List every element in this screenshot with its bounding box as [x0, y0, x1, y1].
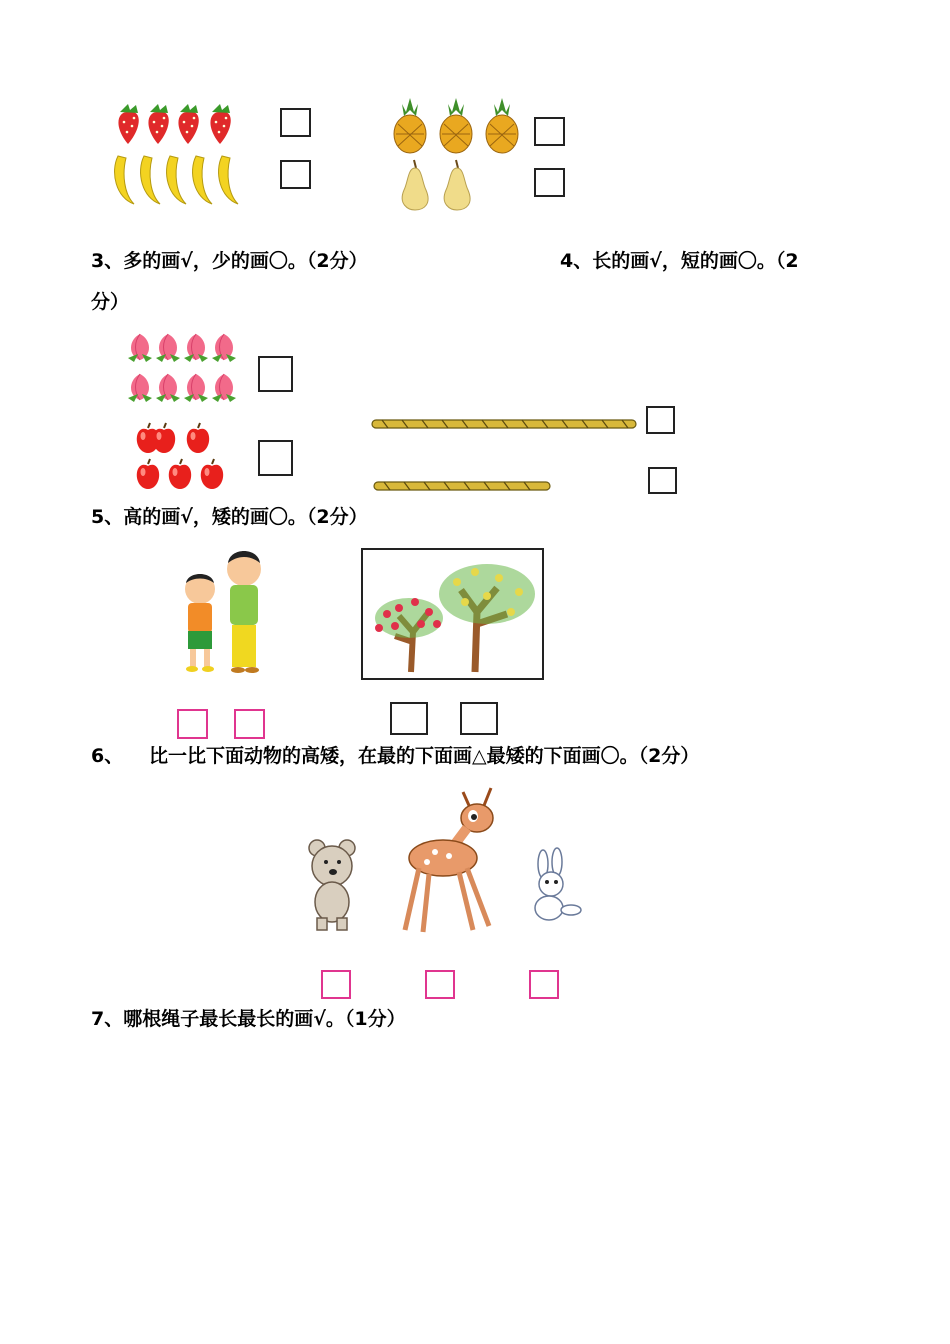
question-5-title: 5、高的画√，矮的画〇。（2分）	[91, 506, 368, 528]
animals-image	[295, 780, 595, 940]
answer-box-short-tree[interactable]	[390, 702, 428, 735]
answer-box-pineapples[interactable]	[534, 117, 565, 146]
answer-box-peaches[interactable]	[258, 356, 293, 392]
question-6-number: 6、	[91, 745, 124, 767]
answer-box-strawberries[interactable]	[280, 108, 311, 137]
apples-image	[133, 422, 233, 492]
pink-box-short-boy[interactable]	[177, 709, 208, 739]
question-4-title: 4、长的画√，短的画〇。（2	[560, 250, 799, 272]
question-7-title: 7、哪根绳子最长最长的画√。（1分）	[91, 1008, 406, 1030]
question-4-title-continued: 分）	[91, 291, 130, 313]
answer-box-short-rope[interactable]	[648, 467, 677, 494]
question-3-title: 3、多的画√，少的画〇。（2分）	[91, 250, 368, 272]
two-trees-image	[365, 552, 540, 676]
answer-box-long-rope[interactable]	[646, 406, 675, 434]
pink-box-rabbit[interactable]	[529, 970, 559, 999]
pears-image	[398, 158, 478, 213]
bear-figure	[309, 840, 355, 930]
pink-box-bear[interactable]	[321, 970, 351, 999]
long-rope-image	[372, 417, 637, 431]
answer-box-apples[interactable]	[258, 440, 293, 476]
two-boys-image	[176, 543, 276, 678]
pink-box-deer[interactable]	[425, 970, 455, 999]
rabbit-figure	[535, 848, 581, 920]
short-rope-image	[374, 479, 554, 493]
deer-figure	[405, 788, 493, 932]
strawberries-image	[108, 100, 258, 150]
peaches-image	[126, 330, 241, 410]
answer-box-bananas[interactable]	[280, 160, 311, 189]
question-6-title: 比一比下面动物的高矮，在最的下面画△最矮的下面画〇。（2分）	[149, 745, 700, 767]
answer-box-tall-tree[interactable]	[460, 702, 498, 735]
bananas-image	[110, 152, 260, 212]
answer-box-pears[interactable]	[534, 168, 565, 197]
pineapples-image	[392, 96, 532, 156]
pink-box-tall-boy[interactable]	[234, 709, 265, 739]
